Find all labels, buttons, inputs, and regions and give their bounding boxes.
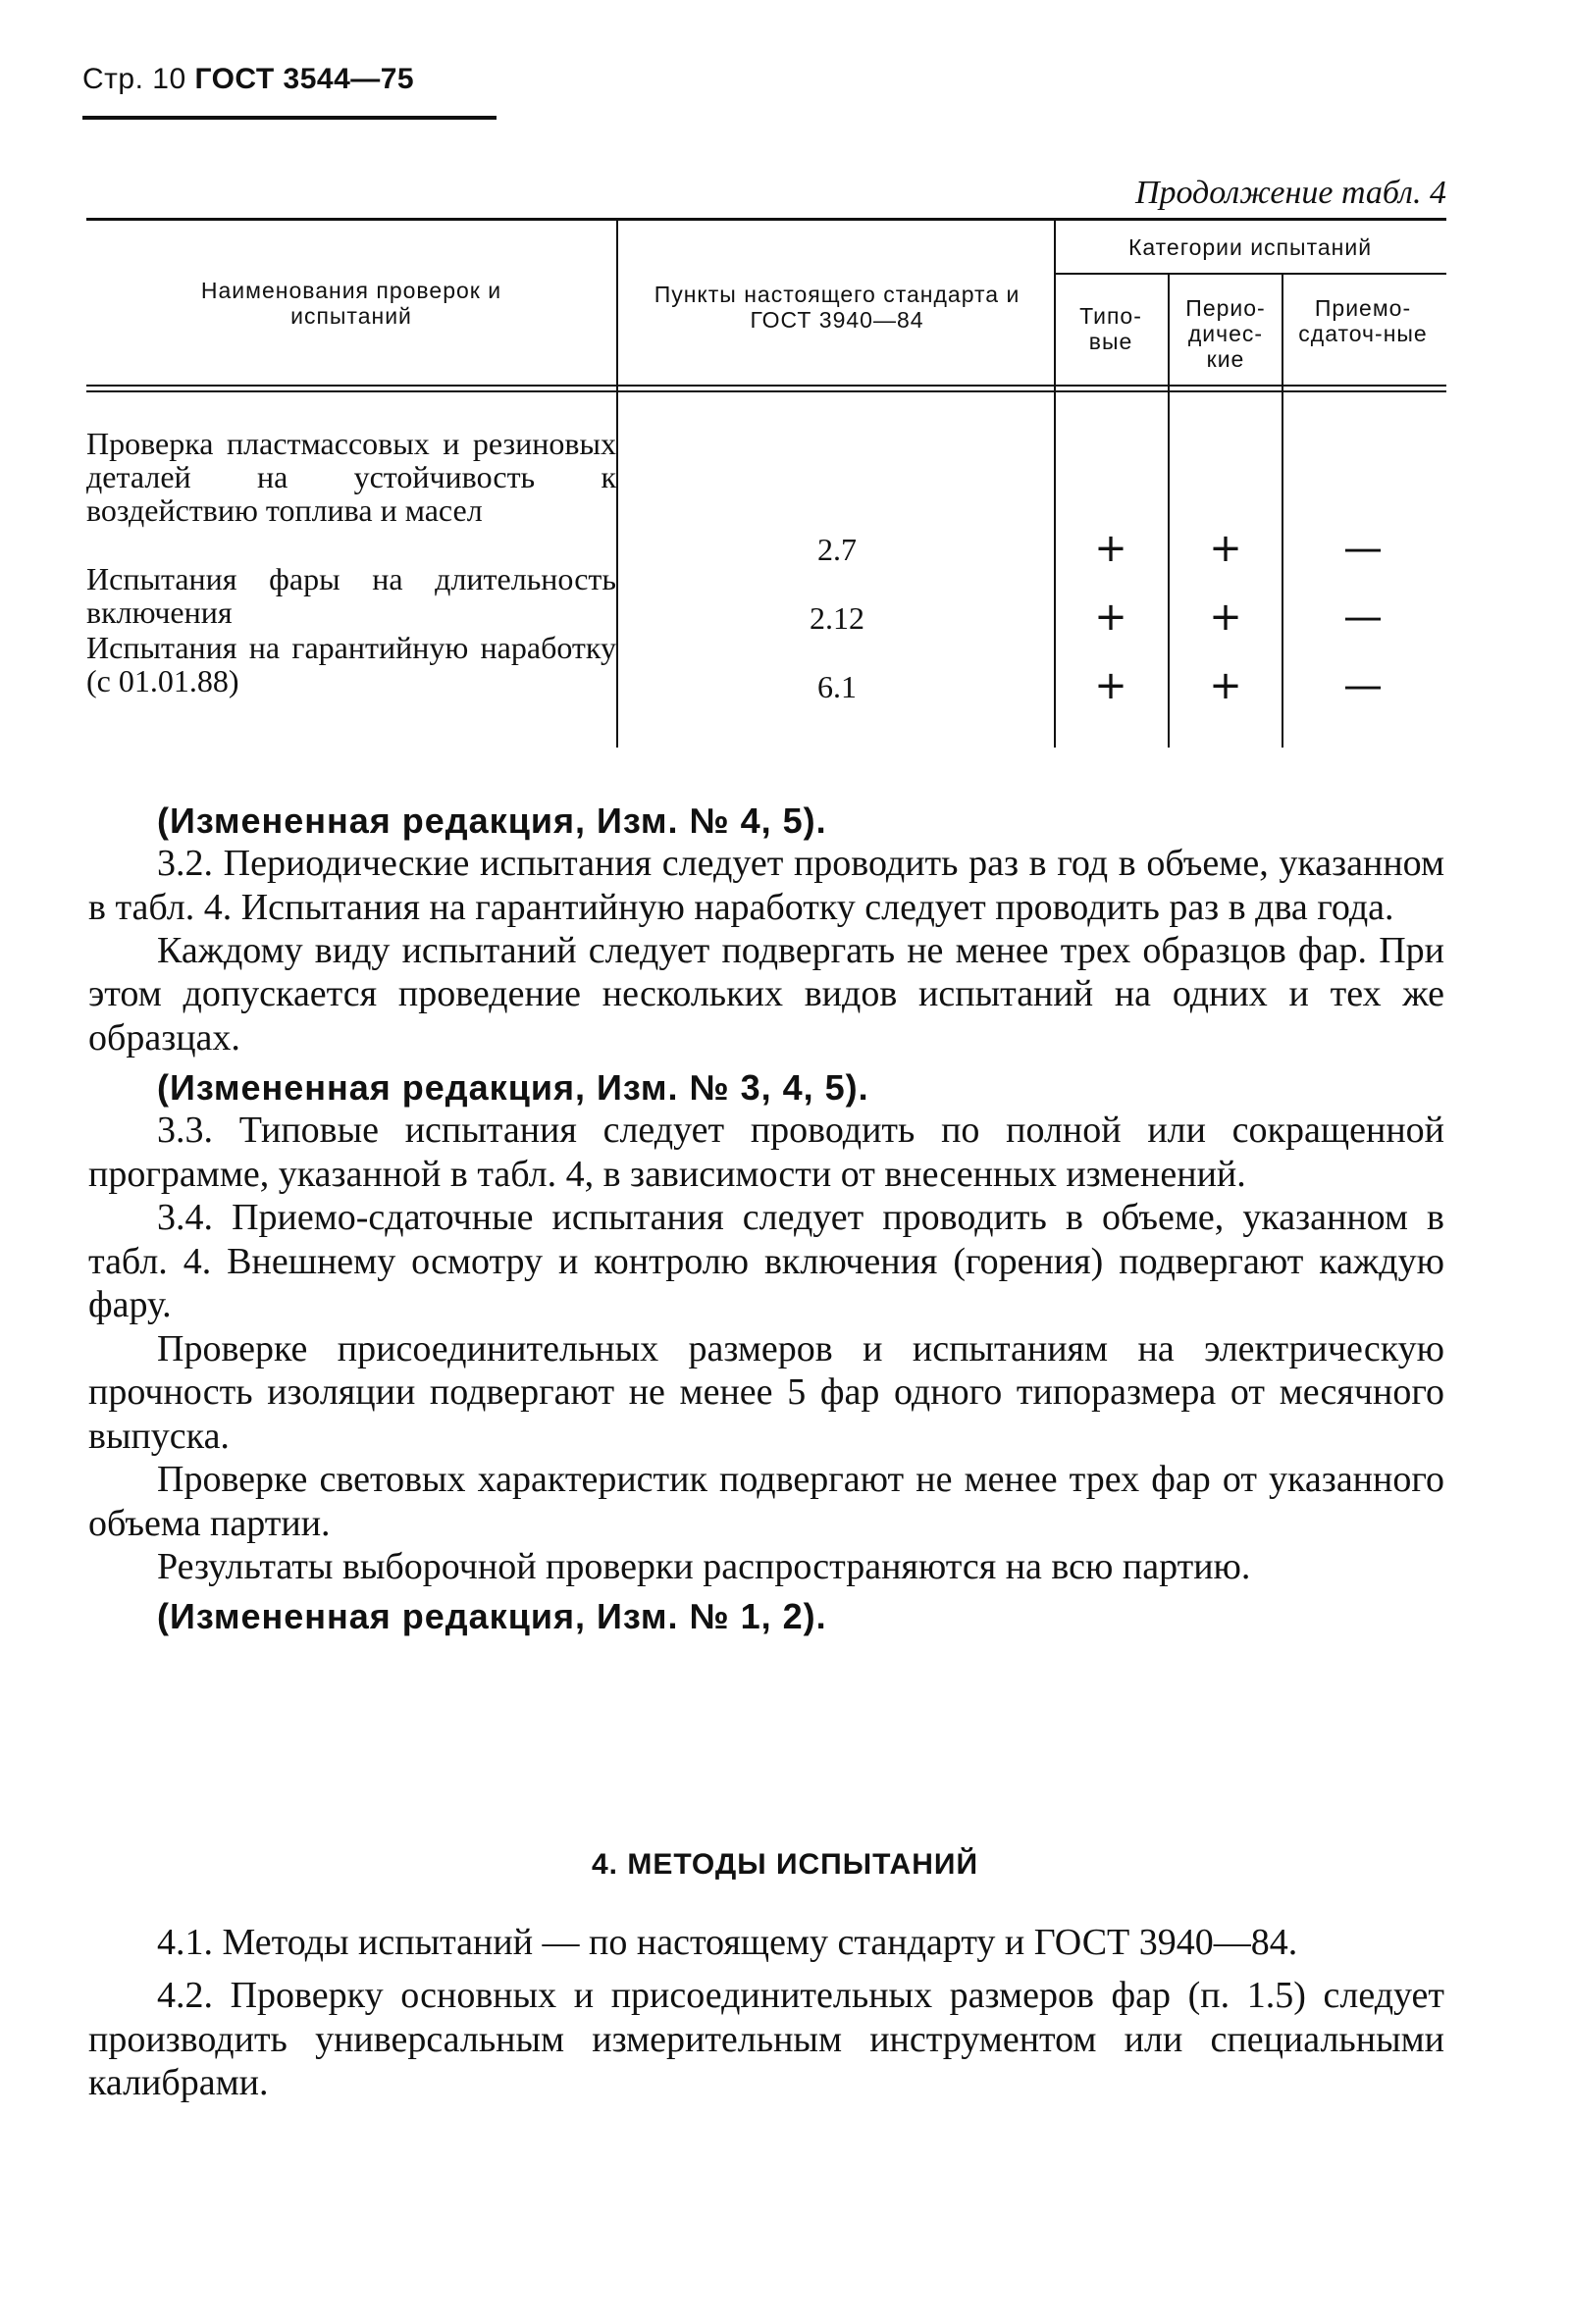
col-divider-2 xyxy=(1054,218,1056,748)
paragraph-3-2-cont: Каждому виду испытаний следует подвергать не менее трех образцов фар. При этом допускается проведение нескольких видов испытаний на одних и тех же образцах. xyxy=(88,930,1444,1059)
table-row-3-name: Испытания на гарантийную наработку (с 01.01.88) xyxy=(86,630,616,698)
standard-number: ГОСТ 3544—75 xyxy=(194,63,415,95)
header-typical: Типо-вые xyxy=(1079,303,1142,354)
categories-rule xyxy=(1054,273,1446,275)
paragraph-4-2: 4.2. Проверку основных и присоединительных размеров фар (п. 1.5) следует производить универсальным измерительным инструментом или специальными калибрами. xyxy=(88,1975,1444,2104)
paragraph-4-1: 4.1. Методы испытаний — по настоящему стандарту и ГОСТ 3940—84. xyxy=(157,1922,1298,1963)
page-header xyxy=(82,63,414,96)
table-row-1-point: 2.7 xyxy=(817,532,857,567)
table-continuation-label: Продолжение табл. 4 xyxy=(1134,175,1446,211)
table-row-3-acceptance: — xyxy=(1343,663,1383,708)
table-row-1-acceptance: — xyxy=(1343,526,1383,571)
amendment-note-3: (Измененная редакция, Изм. № 1, 2). xyxy=(157,1596,827,1637)
paragraph-3-4: 3.4. Приемо-сдаточные испытания следует проводить в объеме, указанном в табл. 4. Внешнему осмотру и контролю включения (горения) подвергают каждую фару. xyxy=(88,1197,1444,1326)
paragraph-3-4-cont-1: Проверке присоединительных размеров и испытаниям на электрическую прочность изоляции подвергают не менее 5 фар одного типоразмера от месячного выпуска. xyxy=(88,1327,1444,1457)
col-divider-1 xyxy=(616,218,618,748)
col-divider-4 xyxy=(1282,273,1283,748)
table-row-1-periodic: + xyxy=(1209,526,1242,571)
header-name: Наименования проверок и испытаний xyxy=(200,278,502,329)
table-row-2-acceptance: — xyxy=(1343,594,1383,640)
table-row-1-name: Проверка пластмассовых и резиновых деталей на устойчивость к воздействию топлива и масел xyxy=(86,426,616,528)
section-3-text xyxy=(88,800,1444,1638)
table-row-1-typical: + xyxy=(1094,526,1127,571)
table-row-3-point: 6.1 xyxy=(817,669,857,704)
header-rule xyxy=(82,116,497,120)
header-bottom-rule-2 xyxy=(86,390,1446,392)
header-periodic: Перио-дичес-кие xyxy=(1185,295,1266,372)
table-row-3-typical: + xyxy=(1094,663,1127,708)
section-4-title: 4. МЕТОДЫ ИСПЫТАНИЙ xyxy=(592,1848,978,1881)
page-number: Стр. 10 xyxy=(82,63,186,95)
tests-table xyxy=(86,218,1446,757)
paragraph-3-4-cont-3: Результаты выборочной проверки распространяются на всю партию. xyxy=(157,1546,1251,1588)
col-divider-3 xyxy=(1168,273,1170,748)
amendment-note-1: (Измененная редакция, Изм. № 4, 5). xyxy=(157,800,827,841)
table-row-2-name: Испытания фары на длительность включения xyxy=(86,561,616,630)
table-row-2-typical: + xyxy=(1094,594,1127,640)
header-points: Пункты настоящего стандарта и ГОСТ 3940—84 xyxy=(654,282,1020,333)
table-row-2-periodic: + xyxy=(1209,594,1242,640)
paragraph-3-2: 3.2. Периодические испытания следует проводить раз в год в объеме, указанном в табл. 4. Испытания на гарантийную наработку следует проводить раз в два года. xyxy=(88,843,1444,928)
header-acceptance: Приемо-сдаточ-ные xyxy=(1298,295,1428,346)
table-top-rule xyxy=(86,218,1446,221)
section-4-text xyxy=(88,1921,1444,2105)
header-categories: Категории испытаний xyxy=(1127,234,1373,260)
header-bottom-rule-1 xyxy=(86,385,1446,387)
paragraph-3-4-cont-2: Проверке световых характеристик подвергают не менее трех фар от указанного объема партии. xyxy=(88,1459,1444,1544)
amendment-note-2: (Измененная редакция, Изм. № 3, 4, 5). xyxy=(157,1067,869,1109)
table-row-3-periodic: + xyxy=(1209,663,1242,708)
table-row-2-point: 2.12 xyxy=(810,600,864,636)
paragraph-3-3: 3.3. Типовые испытания следует проводить по полной или сокращенной программе, указанной в табл. 4, в зависимости от внесенных изменений. xyxy=(88,1110,1444,1195)
